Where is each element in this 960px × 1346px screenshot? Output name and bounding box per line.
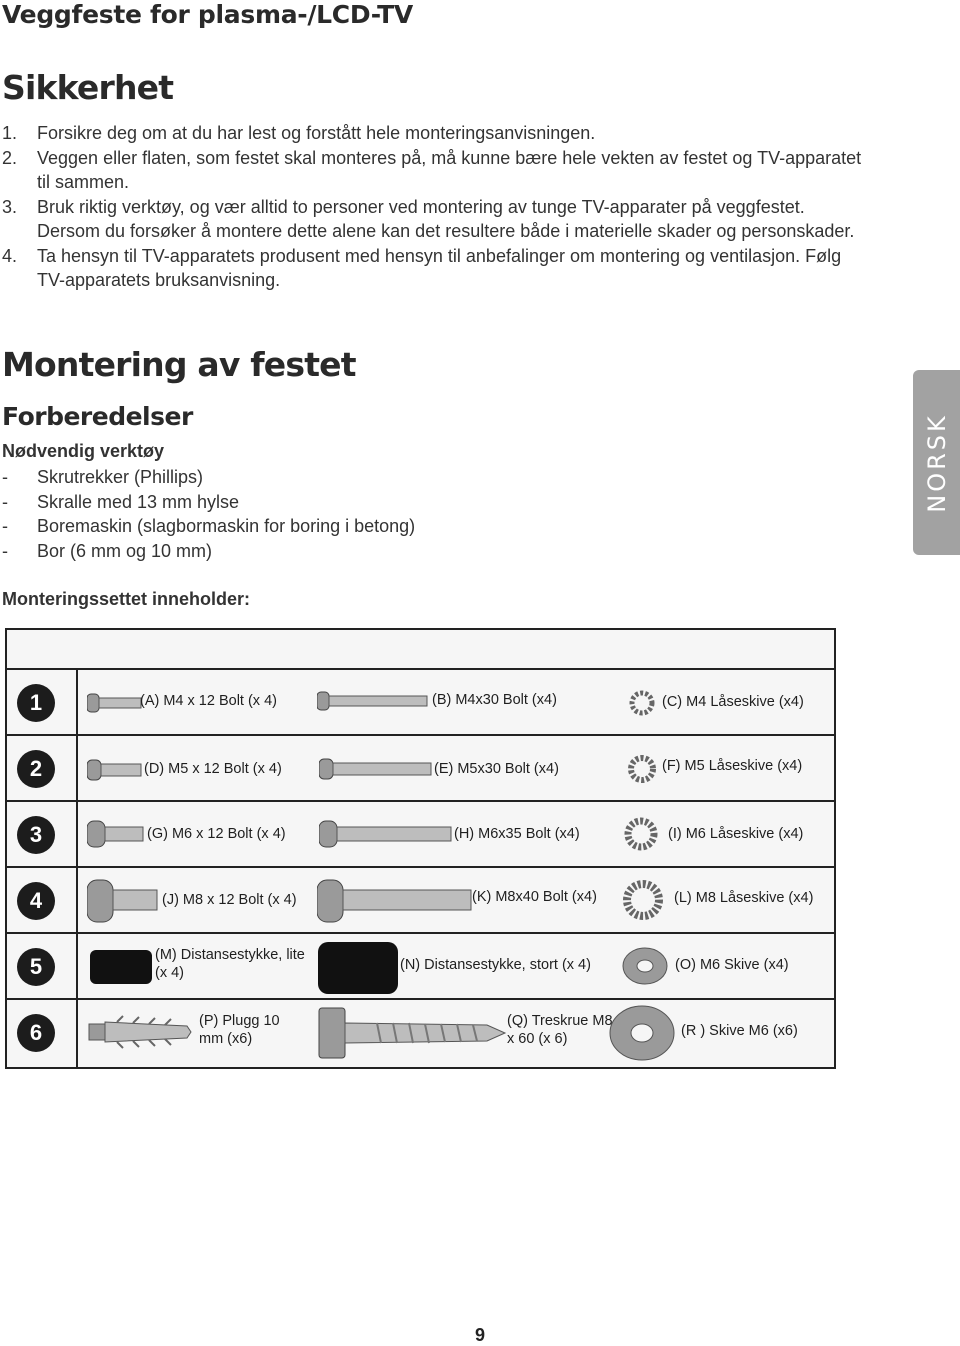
wall-plug-icon <box>87 1012 195 1052</box>
preparations-heading: Forberedelser <box>2 402 193 431</box>
bolt-short-icon <box>87 878 159 924</box>
wood-screw-icon <box>317 1006 507 1060</box>
row-number-badge: 3 <box>17 816 55 854</box>
item-label: (J) M8 x 12 Bolt (x 4) <box>162 892 297 908</box>
row-number-badge: 1 <box>17 684 55 722</box>
row-number-badge: 5 <box>17 948 55 986</box>
item-label: (A) M4 x 12 Bolt (x 4) <box>140 693 277 709</box>
list-item: 4. Ta hensyn til TV-apparatets produsent med hensyn til anbefalinger om montering og ventilasjon. Følg TV-apparatets bruksanvisning. <box>2 245 842 290</box>
item-label: (D) M5 x 12 Bolt (x 4) <box>144 761 282 777</box>
spacer-small-icon <box>89 948 155 986</box>
document-title: Veggfeste for plasma-/LCD-TV <box>2 0 413 29</box>
bolt-long-icon <box>319 819 453 849</box>
item-label: (C) M4 Låseskive (x4) <box>662 694 804 710</box>
item-label: (R ) Skive M6 (x6) <box>681 1023 798 1039</box>
list-item: - Skralle med 13 mm hylse <box>2 491 240 512</box>
flat-washer-icon <box>607 1003 677 1063</box>
bolt-long-icon <box>319 757 433 781</box>
item-label: (I) M6 Låseskive (x4) <box>668 826 804 842</box>
item-label: (E) M5x30 Bolt (x4) <box>434 761 559 777</box>
lock-washer-icon <box>623 754 661 784</box>
item-label: (M) Distansestykke, lite (x 4) <box>155 947 305 981</box>
table-row <box>7 734 834 802</box>
row-number-badge: 6 <box>17 1014 55 1052</box>
safety-heading: Sikkerhet <box>2 68 174 107</box>
item-label: (Q) Treskrue M8 x 60 (x 6) <box>507 1013 613 1047</box>
lock-washer-icon <box>619 816 663 852</box>
item-label: (G) M6 x 12 Bolt (x 4) <box>147 826 286 842</box>
language-side-tab: NORSK <box>913 370 960 555</box>
mounting-heading: Montering av festet <box>2 345 356 384</box>
row-number-badge: 4 <box>17 882 55 920</box>
item-label: (O) M6 Skive (x4) <box>675 957 789 973</box>
item-label: (P) Plugg 10 mm (x6) <box>199 1013 280 1047</box>
list-item: - Bor (6 mm og 10 mm) <box>2 540 213 561</box>
list-item: - Skrutrekker (Phillips) <box>2 467 204 487</box>
safety-list <box>2 121 862 293</box>
bolt-long-icon <box>317 690 429 712</box>
item-label: (F) M5 Låseskive (x4) <box>662 758 803 774</box>
tools-heading: Nødvendig verktøy <box>2 441 165 461</box>
list-item: 2. Veggen eller flaten, som festet skal monteres på, må kunne bære hele vekten av festet og TV-apparatet til sammen. <box>2 147 862 192</box>
lock-washer-icon <box>617 878 669 922</box>
table-row <box>7 800 834 868</box>
kit-contents-heading: Monteringssettet inneholder: <box>2 589 251 609</box>
item-label: (N) Distansestykke, stort (x 4) <box>400 957 591 973</box>
table-row <box>7 866 834 934</box>
table-row <box>7 932 834 1000</box>
lock-washer-icon <box>625 690 659 716</box>
item-label: (B) M4x30 Bolt (x4) <box>432 692 557 708</box>
flat-washer-icon <box>619 944 671 988</box>
spacer-large-icon <box>317 940 401 996</box>
item-label: (L) M8 Låseskive (x4) <box>674 890 814 906</box>
bolt-short-icon <box>87 819 145 849</box>
bolt-short-icon <box>87 692 143 714</box>
page-number: 9 <box>474 1325 485 1345</box>
row-number-badge: 2 <box>17 750 55 788</box>
list-item: 3. Bruk riktig verktøy, og vær alltid to personer ved montering av tunge TV-apparater på veggfestet. Dersom du forsøker å montere dette alene kan det resultere både i materielle skader og personskader. <box>2 196 855 241</box>
kit-contents-table <box>5 628 836 1069</box>
list-item: 1. Forsikre deg om at du har lest og forstått hele monteringsanvisningen. <box>2 123 596 143</box>
table-row <box>7 668 834 736</box>
item-label: (H) M6x35 Bolt (x4) <box>454 826 580 842</box>
item-label: (K) M8x40 Bolt (x4) <box>472 889 597 905</box>
tools-list <box>2 465 415 563</box>
bolt-long-icon <box>317 878 473 924</box>
bolt-short-icon <box>87 758 143 782</box>
list-item: - Boremaskin (slagbormaskin for boring i betong) <box>2 516 416 536</box>
table-row <box>7 998 834 1066</box>
